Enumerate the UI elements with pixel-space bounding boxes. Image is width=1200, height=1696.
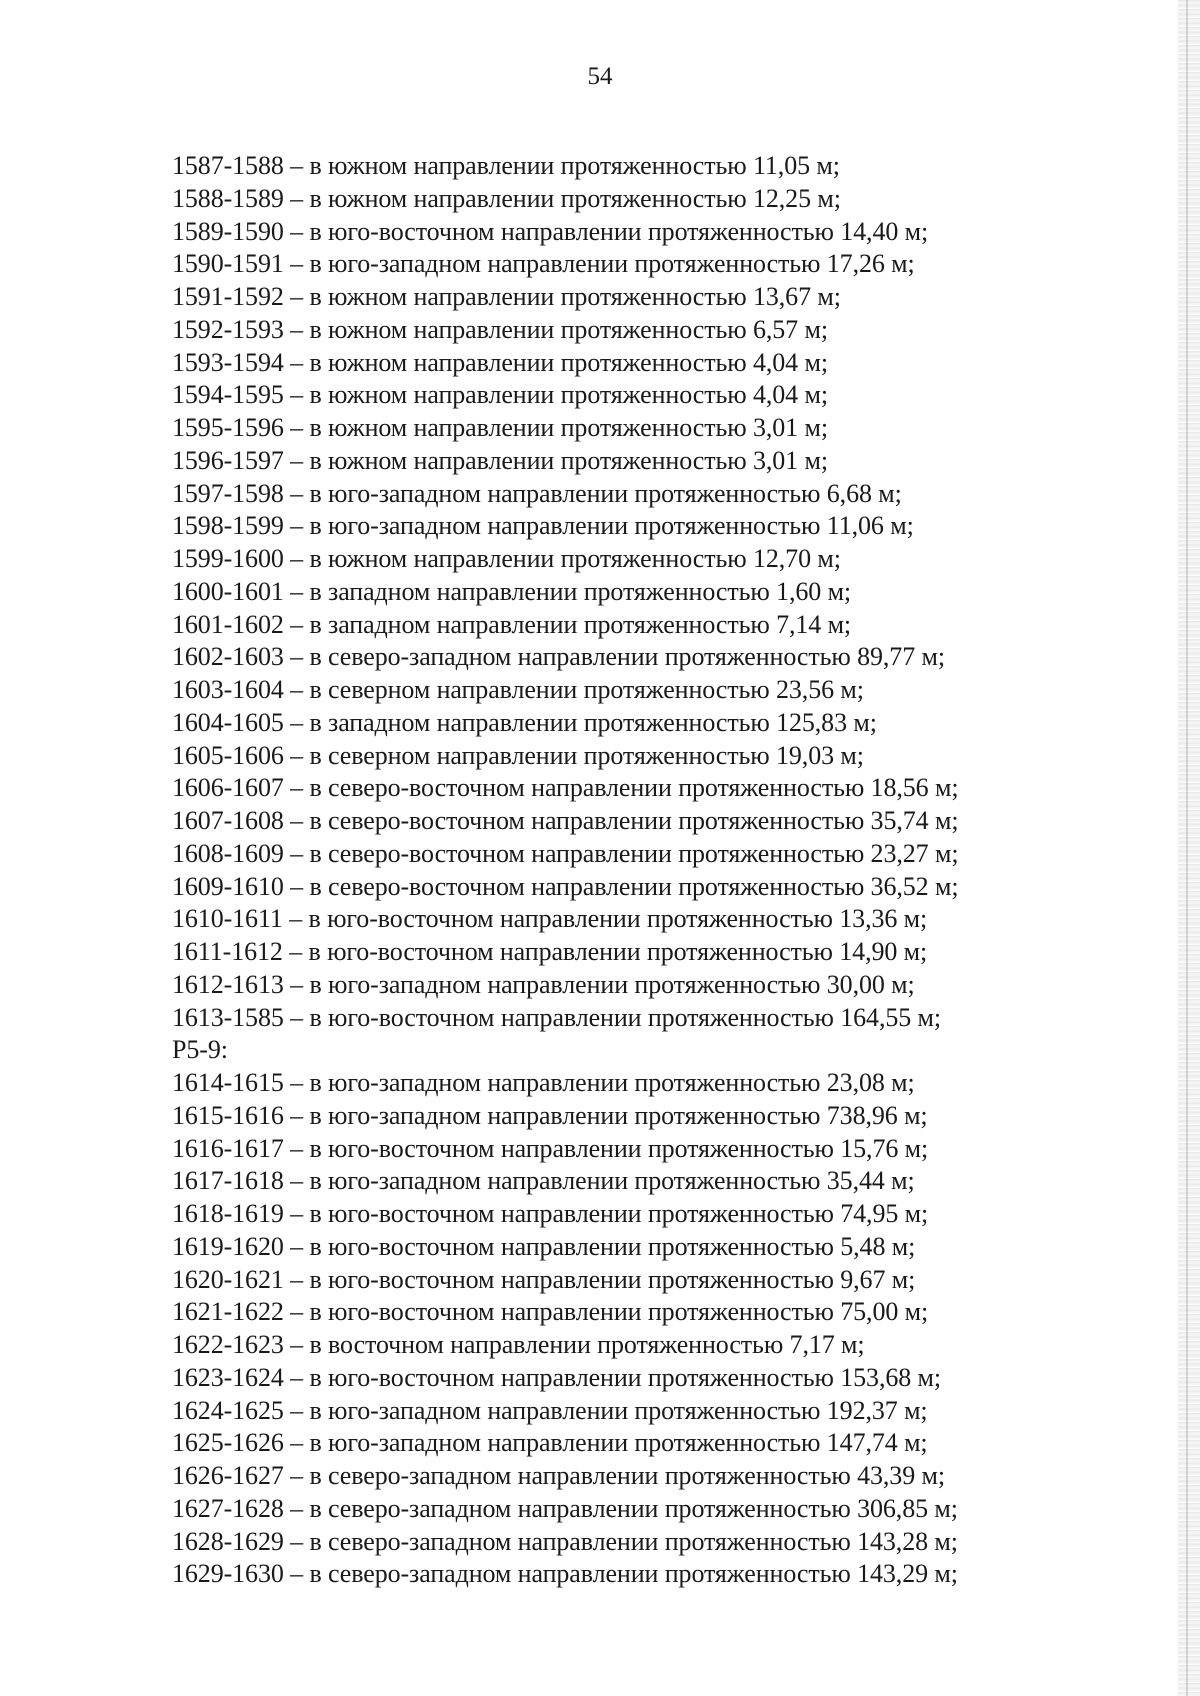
boundary-segment-line: 1588-1589 – в южном направлении протяженностью 12,25 м;	[172, 183, 841, 213]
boundary-segment-line: 1609-1610 – в северо-восточном направлении протяженностью 36,52 м;	[172, 871, 959, 901]
boundary-segment-line: 1591-1592 – в южном направлении протяженностью 13,67 м;	[172, 282, 841, 311]
boundary-segment-line: 1597-1598 – в юго-западном направлении протяженностью 6,68 м;	[172, 478, 902, 508]
boundary-segment-line: 1620-1621 – в юго-восточном направлении протяженностью 9,67 м;	[172, 1264, 916, 1294]
boundary-segment-line: 1595-1596 – в южном направлении протяженностью 3,01 м;	[172, 413, 828, 442]
boundary-segment-line: 1596-1597 – в южном направлении протяженностью 3,01 м;	[172, 445, 828, 475]
boundary-segment-line: 1602-1603 – в северо-западном направлении протяженностью 89,77 м;	[172, 642, 945, 672]
scan-edge-artifact	[1178, 0, 1200, 1696]
boundary-segment-line: 1623-1624 – в юго-восточном направлении протяженностью 153,68 м;	[172, 1362, 942, 1392]
page-number: 54	[587, 63, 613, 90]
boundary-segment-line: 1615-1616 – в юго-западном направлении протяженностью 738,96 м;	[172, 1100, 928, 1130]
boundary-segment-line: 1627-1628 – в северо-западном направлении протяженностью 306,85 м;	[172, 1493, 958, 1523]
boundary-segment-line: 1587-1588 – в южном направлении протяженностью 11,05 м;	[172, 151, 840, 180]
boundary-segment-line: 1611-1612 – в юго-восточном направлении протяженностью 14,90 м;	[172, 937, 928, 966]
boundary-segment-line: 1614-1615 – в юго-западном направлении протяженностью 23,08 м;	[172, 1068, 915, 1097]
boundary-segment-line: 1593-1594 – в южном направлении протяженностью 4,04 м;	[172, 347, 828, 377]
boundary-segment-line: 1617-1618 – в юго-западном направлении протяженностью 35,44 м;	[172, 1166, 915, 1196]
boundary-segment-line: 1606-1607 – в северо-восточном направлении протяженностью 18,56 м;	[172, 773, 959, 803]
boundary-segment-line: 1613-1585 – в юго-восточном направлении протяженностью 164,55 м;	[172, 1002, 942, 1032]
boundary-segment-line: 1619-1620 – в юго-восточном направлении протяженностью 5,48 м;	[172, 1231, 916, 1261]
boundary-segment-line: 1604-1605 – в западном направлении протяженностью 125,83 м;	[172, 707, 877, 737]
boundary-segment-line: 1600-1601 – в западном направлении протяженностью 1,60 м;	[172, 576, 852, 606]
boundary-segment-line: 1621-1622 – в юго-восточном направлении протяженностью 75,00 м;	[172, 1297, 929, 1327]
boundary-segment-line: 1605-1606 – в северном направлении протяженностью 19,03 м;	[172, 740, 864, 770]
boundary-segment-line: 1612-1613 – в юго-западном направлении протяженностью 30,00 м;	[172, 969, 915, 999]
boundary-segment-line: 1601-1602 – в западном направлении протяженностью 7,14 м;	[172, 609, 852, 639]
boundary-segment-line: 1589-1590 – в юго-восточном направлении протяженностью 14,40 м;	[172, 216, 929, 246]
boundary-segment-line: 1622-1623 – в восточном направлении протяженностью 7,17 м;	[172, 1330, 865, 1359]
boundary-segment-line: 1608-1609 – в северо-восточном направлении протяженностью 23,27 м;	[172, 838, 959, 868]
boundary-segment-line: 1590-1591 – в юго-западном направлении протяженностью 17,26 м;	[172, 249, 915, 279]
boundary-segment-line: 1616-1617 – в юго-восточном направлении протяженностью 15,76 м;	[172, 1133, 929, 1163]
boundary-segment-line: 1618-1619 – в юго-восточном направлении протяженностью 74,95 м;	[172, 1199, 929, 1228]
boundary-segment-list	[172, 150, 1072, 1591]
boundary-segment-line: 1628-1629 – в северо-западном направлении протяженностью 143,28 м;	[172, 1526, 958, 1556]
boundary-segment-line: 1603-1604 – в северном направлении протяженностью 23,56 м;	[172, 675, 864, 704]
boundary-segment-line: 1592-1593 – в южном направлении протяженностью 6,57 м;	[172, 314, 828, 344]
boundary-segment-line: 1607-1608 – в северо-восточном направлении протяженностью 35,74 м;	[172, 806, 959, 835]
boundary-segment-line: 1610-1611 – в юго-восточном направлении протяженностью 13,36 м;	[172, 904, 928, 934]
boundary-segment-line: 1598-1599 – в юго-западном направлении протяженностью 11,06 м;	[172, 511, 914, 541]
boundary-segment-line: 1629-1630 – в северо-западном направлении протяженностью 143,29 м;	[172, 1559, 958, 1589]
section-heading: Р5-9:	[172, 1035, 228, 1065]
boundary-segment-line: 1626-1627 – в северо-западном направлении протяженностью 43,39 м;	[172, 1461, 945, 1490]
boundary-segment-line: 1594-1595 – в южном направлении протяженностью 4,04 м;	[172, 380, 828, 410]
boundary-segment-line: 1599-1600 – в южном направлении протяженностью 12,70 м;	[172, 544, 841, 573]
boundary-segment-line: 1625-1626 – в юго-западном направлении протяженностью 147,74 м;	[172, 1428, 928, 1458]
boundary-segment-line: 1624-1625 – в юго-западном направлении протяженностью 192,37 м;	[172, 1395, 928, 1425]
